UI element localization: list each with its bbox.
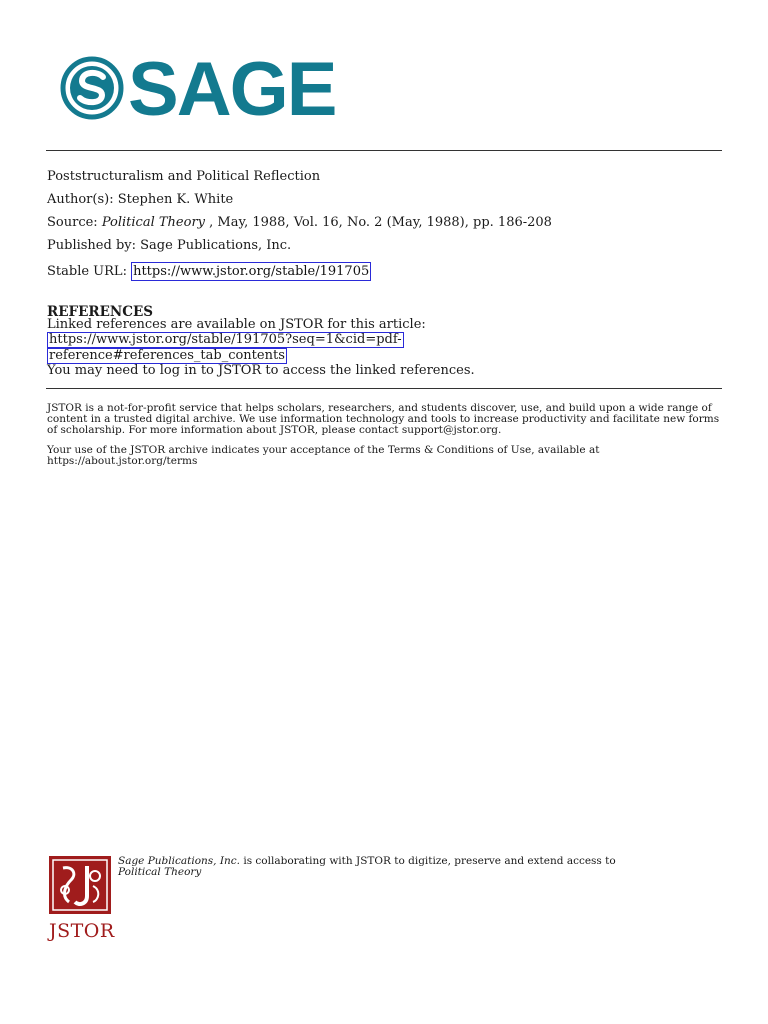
source-journal: Political Theory xyxy=(101,215,205,230)
sage-s-circle-icon xyxy=(60,56,124,124)
article-title: Poststructuralism and Political Reflection xyxy=(47,169,321,184)
authors-line xyxy=(47,192,233,208)
collab-text: is collaborating with JSTOR to digitize, preserve and extend access to xyxy=(240,855,616,867)
published-label: Published by: xyxy=(47,238,141,253)
authors-value: Stephen K. White xyxy=(117,192,234,207)
stable-url-label: Stable URL: xyxy=(47,264,132,279)
references-body xyxy=(47,318,475,378)
collab-journal: Political Theory xyxy=(118,866,202,878)
jstor-wordmark: JSTOR xyxy=(49,920,115,942)
jstor-logo xyxy=(49,856,113,942)
collaboration-notice xyxy=(118,856,718,878)
sage-logo xyxy=(60,47,336,132)
references-note: You may need to log in to JSTOR to access the linked references. xyxy=(47,363,475,378)
references-link-part2[interactable]: reference#references_tab_contents xyxy=(49,348,285,363)
jstor-emblem-icon xyxy=(49,899,111,918)
source-details: , May, 1988, Vol. 16, No. 2 (May, 1988), pp. 186-208 xyxy=(205,215,552,230)
stable-url-line xyxy=(47,264,371,280)
terms-notice: Your use of the JSTOR archive indicates your acceptance of the Terms & Conditions of Use, available at https://about.jstor.org/terms xyxy=(47,444,600,467)
jstor-notice: JSTOR is a not-for-profit service that helps scholars, researchers, and students discover, use, and build upon a wide range of content in a trusted digital archive. We use information technology and tools to increase productivity and facilitate new forms of scholarship. For more information about JSTOR, please contact support@jstor.org. xyxy=(47,402,720,436)
publisher-value: Sage Publications, Inc. xyxy=(140,238,292,253)
references-intro: Linked references are available on JSTOR for this article: xyxy=(47,317,426,332)
source-label: Source: xyxy=(47,215,102,230)
collab-publisher: Sage Publications, Inc. xyxy=(118,855,240,867)
authors-label: Author(s): xyxy=(47,192,118,207)
source-line xyxy=(47,215,552,231)
sage-wordmark: SAGE xyxy=(128,47,336,132)
published-line xyxy=(47,238,291,254)
references-heading: REFERENCES xyxy=(47,304,154,320)
references-link-part1[interactable]: https://www.jstor.org/stable/191705?seq=1&cid=pdf- xyxy=(49,332,402,347)
top-divider xyxy=(46,150,722,151)
stable-url-link[interactable]: https://www.jstor.org/stable/191705 xyxy=(133,264,370,279)
middle-divider xyxy=(46,388,722,389)
